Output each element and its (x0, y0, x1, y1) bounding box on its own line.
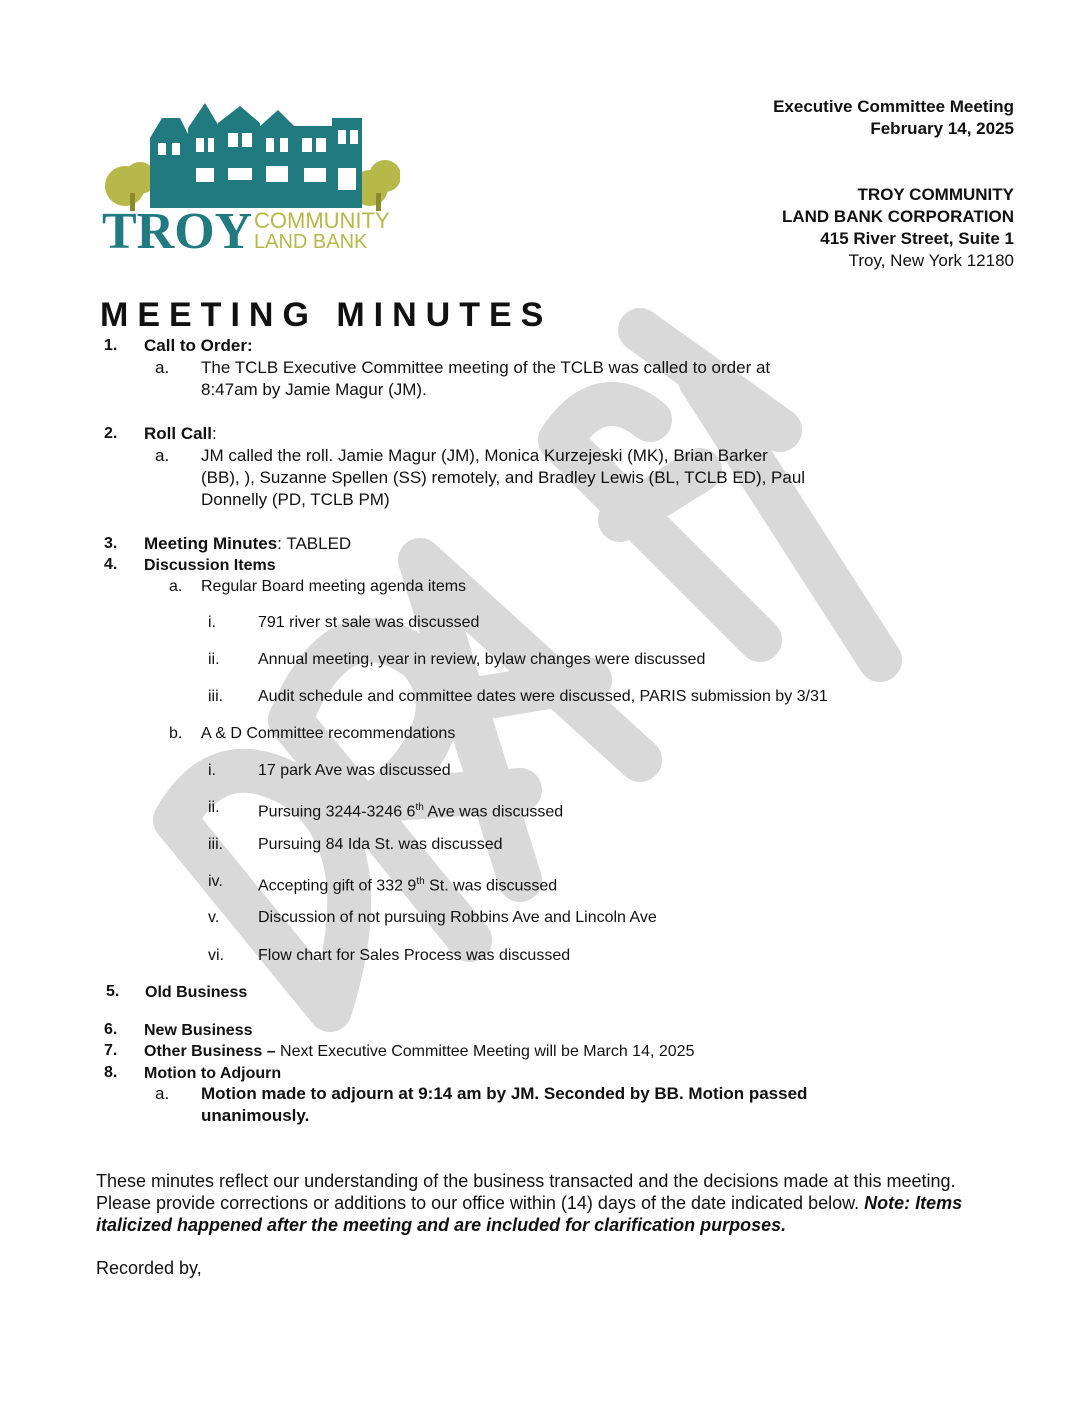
item-7-label: Other Business – (144, 1043, 276, 1060)
item-2a-line1: JM called the roll. Jamie Magur (JM), Monica Kurzejeski (MK), Brian Barker (201, 446, 768, 465)
item-8a-line2: unanimously. (201, 1106, 310, 1125)
item-4a-iii-text: Audit schedule and committee dates were discussed, PARIS submission by 3/31 (258, 688, 828, 705)
org-address-line2: Troy, New York 12180 (848, 251, 1014, 270)
item-4b-iv-pre: Accepting gift of 332 9 (258, 877, 417, 895)
item-3-colon: : (277, 534, 282, 553)
item-2-heading (144, 423, 217, 445)
item-3-heading (144, 533, 351, 555)
item-6-label: New Business (144, 1022, 253, 1039)
item-1a-line1: The TCLB Executive Committee meeting of the TCLB was called to order at (201, 358, 771, 377)
item-4a-i-roman: i. (208, 614, 216, 631)
footer-paragraph (96, 1170, 996, 1236)
item-4b-iv-sup: th (416, 876, 425, 887)
item-4b-iv-roman: iv. (208, 873, 223, 890)
item-7-value: Next Executive Committee Meeting will be March 14, 2025 (275, 1043, 695, 1060)
item-4b-iv-post: St. was discussed (424, 877, 558, 895)
item-4a-ii-text: Annual meeting, year in review, bylaw changes were discussed (258, 651, 706, 668)
item-3-value: TABLED (281, 534, 352, 553)
meeting-date: February 14, 2025 (870, 119, 1014, 138)
item-4a-i-text: 791 river st sale was discussed (258, 614, 480, 631)
item-2a-letter: a. (155, 446, 170, 465)
item-4b-vi-text: Flow chart for Sales Process was discussed (258, 947, 571, 964)
item-8a-letter: a. (155, 1084, 170, 1103)
org-name-line2: LAND BANK CORPORATION (781, 207, 1014, 226)
item-1a-letter: a. (155, 358, 170, 377)
item-1-label: Call to Order: (144, 336, 253, 355)
item-4a-text: Regular Board meeting agenda items (201, 578, 467, 595)
item-2a-line3: Donnelly (PD, TCLB PM) (201, 490, 390, 509)
item-8-label: Motion to Adjourn (144, 1065, 282, 1082)
item-2a-line2: (BB), ), Suzanne Spellen (SS) remotely, and Bradley Lewis (BL, TCLB ED), Paul (201, 468, 806, 487)
recorded-by: Recorded by, (96, 1258, 202, 1278)
item-4b-iv-text (258, 871, 557, 897)
meeting-type: Executive Committee Meeting (773, 97, 1014, 116)
item-3-number: 3. (104, 535, 118, 552)
item-4b-ii-text (258, 797, 563, 823)
page-title: MEETING MINUTES (100, 296, 553, 334)
item-8-number: 8. (104, 1064, 118, 1081)
item-4b-ii-sup: th (415, 802, 424, 813)
item-4b-text: A & D Committee recommendations (201, 725, 456, 742)
footer-note: Note: Items italicized happened after the meeting and are included for clarification purposes. (96, 1193, 963, 1235)
item-8a-line1: Motion made to adjourn at 9:14 am by JM. Seconded by BB. Motion passed (201, 1084, 808, 1103)
item-7-line (144, 1041, 694, 1063)
item-4b-i-text: 17 park Ave was discussed (258, 762, 451, 779)
item-4b-v-text: Discussion of not pursuing Robbins Ave and Lincoln Ave (258, 909, 657, 926)
org-name-line1: TROY COMMUNITY (857, 185, 1014, 204)
item-2-colon: : (212, 424, 217, 443)
item-4b-letter: b. (169, 725, 183, 742)
item-4b-vi-roman: vi. (208, 947, 224, 964)
item-4a-ii-roman: ii. (208, 651, 220, 668)
org-address-line1: 415 River Street, Suite 1 (820, 229, 1014, 248)
item-1-number: 1. (104, 337, 118, 354)
item-3-label: Meeting Minutes (144, 534, 278, 553)
logo-community-text: COMMUNITY (254, 208, 390, 233)
logo (100, 98, 400, 258)
item-4b-i-roman: i. (208, 762, 216, 779)
item-4-label: Discussion Items (144, 557, 276, 574)
item-4b-v-roman: v. (208, 909, 220, 926)
item-7-number: 7. (104, 1042, 118, 1059)
item-6-number: 6. (104, 1021, 118, 1038)
item-2-label: Roll Call (144, 424, 213, 443)
logo-troy-text: TROY (102, 203, 253, 258)
logo-houses-graphic (100, 98, 400, 258)
item-4b-ii-post: Ave was discussed (423, 803, 564, 821)
footer-text: These minutes reflect our understanding of the business transacted and the decisions made at this meeting. Please provide corrections or additions to our office within (14) days of the date indicated below. (96, 1171, 956, 1213)
item-5-label: Old Business (145, 984, 248, 1001)
item-4-number: 4. (104, 556, 118, 573)
item-4b-ii-roman: ii. (208, 799, 220, 816)
item-5-number: 5. (106, 983, 120, 1000)
item-4a-letter: a. (169, 578, 183, 595)
logo-landbank-text: LAND BANK (254, 231, 368, 253)
item-4b-iii-roman: iii. (208, 836, 224, 853)
item-4b-ii-pre: Pursuing 3244-3246 6 (258, 803, 416, 821)
item-4b-iii-text: Pursuing 84 Ida St. was discussed (258, 836, 503, 853)
item-1a-line2: 8:47am by Jamie Magur (JM). (201, 380, 427, 399)
item-4a-iii-roman: iii. (208, 688, 224, 705)
item-2-number: 2. (104, 425, 118, 442)
